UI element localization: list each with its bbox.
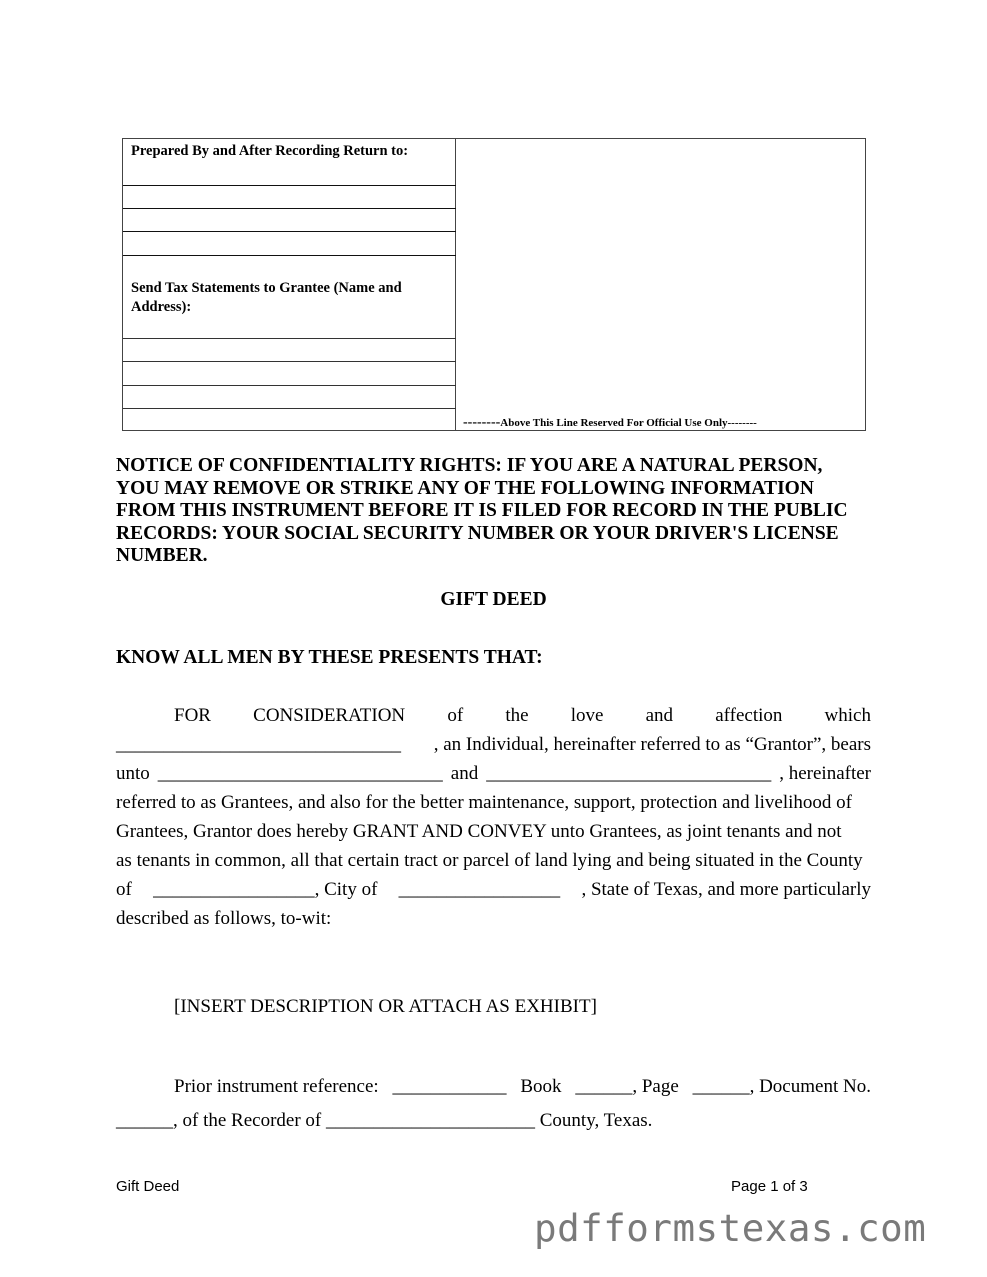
county-texas-text: County, Texas.: [535, 1110, 653, 1131]
return-address-line-1[interactable]: [123, 185, 456, 186]
body-word: which: [824, 705, 871, 726]
official-use-text: Above This Line Reserved For Official Use Only--------: [500, 417, 757, 429]
notice-line: NOTICE OF CONFIDENTIALITY RIGHTS: IF YOU ARE A NATURAL PERSON,: [116, 455, 823, 476]
book-page-group: [575, 1076, 678, 1098]
city-of-text: , City of: [314, 879, 378, 900]
footer-page-number: Page 1 of 3: [731, 1178, 808, 1195]
official-use-dashes: --------: [463, 415, 501, 430]
insert-description-placeholder: [INSERT DESCRIPTION OR ATTACH AS EXHIBIT]: [174, 996, 597, 1017]
prior-label: Prior instrument reference:: [174, 1076, 379, 1097]
body-line-8: described as follows, to-wit:: [116, 908, 332, 929]
prepared-by-label: Prepared By and After Recording Return to:: [131, 143, 409, 159]
county-blank[interactable]: _________________: [153, 879, 315, 900]
body-word: the: [505, 705, 529, 726]
return-address-line-2[interactable]: [123, 208, 456, 209]
grantor-text: , an Individual, hereinafter referred to as “Grantor”, bears: [433, 734, 871, 755]
prior-ref-blank[interactable]: ____________: [392, 1076, 507, 1097]
document-no-blank[interactable]: ______: [116, 1110, 173, 1131]
grantee-address-line-4[interactable]: [123, 408, 456, 409]
unto-text: unto: [116, 763, 150, 784]
body-line-3: [116, 763, 871, 785]
county-city-group: [153, 879, 377, 901]
of-text: of: [116, 879, 132, 900]
recorder-county-blank[interactable]: ______________________: [326, 1110, 535, 1131]
hereinafter-text: , hereinafter: [779, 763, 871, 784]
body-line-2: [116, 734, 871, 756]
body-line-5: Grantees, Grantor does hereby GRANT AND CONVEY unto Grantees, as joint tenants and not: [116, 821, 842, 842]
book-blank[interactable]: ______: [575, 1076, 633, 1097]
send-tax-label-2: Address):: [131, 299, 192, 315]
know-all-heading: KNOW ALL MEN BY THESE PRESENTS THAT:: [116, 647, 543, 668]
confidentiality-notice: [116, 455, 856, 568]
return-address-line-4[interactable]: [123, 255, 456, 256]
grantee-2-blank[interactable]: ______________________________: [486, 763, 772, 784]
city-blank[interactable]: _________________: [398, 879, 561, 900]
notice-line: YOU MAY REMOVE OR STRIKE ANY OF THE FOLLOWING INFORMATION: [116, 477, 814, 499]
document-title: GIFT DEED: [440, 589, 547, 610]
and-text: and: [450, 763, 479, 784]
watermark: pdfformstexas.com: [534, 1206, 927, 1250]
grantee-address-line-2[interactable]: [123, 361, 456, 362]
body-line-4: referred to as Grantees, and also for the better maintenance, support, protection and livelihood of: [116, 792, 852, 813]
body-line-7: [116, 879, 871, 901]
grantor-name-blank[interactable]: ______________________________: [116, 734, 401, 755]
page-blank[interactable]: ______: [692, 1076, 750, 1097]
recording-header-box: [122, 138, 866, 431]
body-word: CONSIDERATION: [253, 705, 406, 726]
body-word: affection: [715, 705, 783, 726]
notice-line: NUMBER.: [116, 545, 208, 566]
book-label: Book: [520, 1076, 562, 1097]
body-word: of: [447, 705, 464, 726]
recorder-label: , of the Recorder of: [173, 1110, 322, 1131]
prior-instrument-line: [116, 1076, 871, 1098]
return-address-section: [123, 139, 456, 430]
notice-line: FROM THIS INSTRUMENT BEFORE IT IS FILED FOR RECORD IN THE PUBLIC: [116, 500, 848, 521]
document-no-label: , Document No.: [749, 1076, 871, 1097]
grantee-address-line-3[interactable]: [123, 385, 456, 386]
state-text: , State of Texas, and more particularly: [581, 879, 871, 900]
body-word: love: [570, 705, 604, 726]
recorder-line: [116, 1110, 871, 1132]
body-word: and: [645, 705, 674, 726]
footer-title: Gift Deed: [116, 1178, 180, 1195]
grantee-address-line-1[interactable]: [123, 338, 456, 339]
return-address-line-3[interactable]: [123, 231, 456, 232]
body-line-6: as tenants in common, all that certain tract or parcel of land lying and being situated in the County: [116, 850, 863, 871]
body-line-1: [116, 705, 871, 727]
notice-line: RECORDS: YOUR SOCIAL SECURITY NUMBER OR YOUR DRIVER'S LICENSE: [116, 522, 839, 544]
body-word: FOR: [174, 705, 211, 726]
page-label: , Page: [632, 1076, 679, 1097]
page-doc-group: [693, 1076, 871, 1098]
official-use-notice: [463, 415, 757, 431]
send-tax-label-1: Send Tax Statements to Grantee (Name and: [131, 280, 402, 296]
grantee-1-blank[interactable]: ______________________________: [157, 763, 443, 784]
